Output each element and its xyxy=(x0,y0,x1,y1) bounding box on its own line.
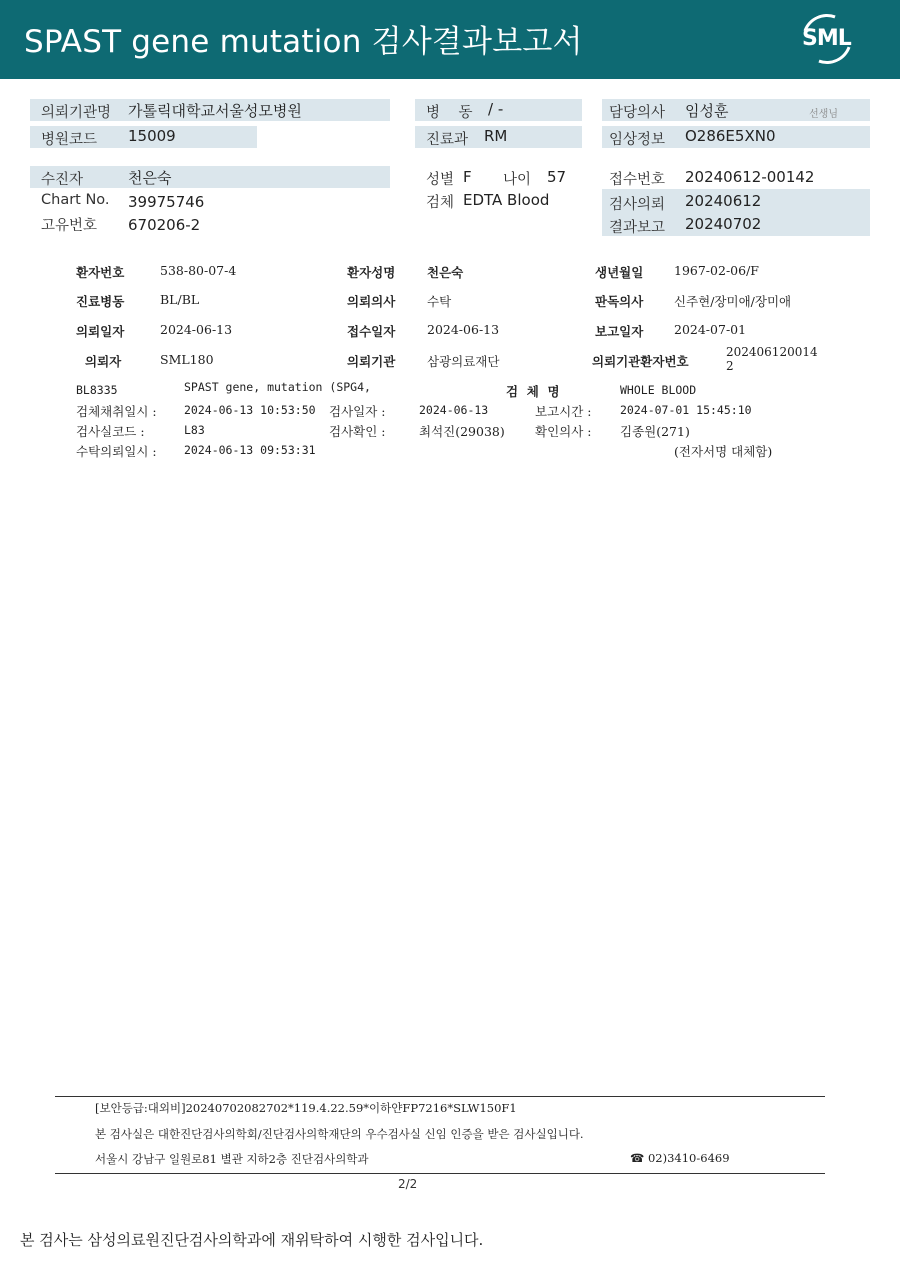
report-header xyxy=(0,0,900,79)
req-inst-value: 삼광의료재단 xyxy=(427,354,500,369)
consign-label: 수탁의뢰일시 : xyxy=(76,444,157,459)
confirm-label: 검사확인 : xyxy=(329,424,386,439)
collect-value: 2024-06-13 10:53:50 xyxy=(184,403,316,417)
clinical-value: O286E5XN0 xyxy=(685,127,776,145)
phone-line: ☎ 02)3410-6469 xyxy=(630,1151,730,1165)
req-doctor-value: 수탁 xyxy=(427,294,452,309)
report-title: SPAST gene mutation 검사결과보고서 xyxy=(24,24,583,60)
birth-value: 1967-02-06/F xyxy=(674,263,759,278)
specimen-value: EDTA Blood xyxy=(463,191,550,209)
test-name: SPAST gene, mutation (SPG4, xyxy=(184,380,371,394)
footer-bottom-rule xyxy=(55,1173,825,1174)
chart-value: 39975746 xyxy=(128,193,205,211)
req-inst-label: 의뢰기관 xyxy=(347,354,396,369)
req-doctor-label: 의뢰의사 xyxy=(347,294,396,309)
confirm-doc-value: 김종원(271) xyxy=(620,424,690,439)
requester-value: SML180 xyxy=(160,352,214,367)
ward-label: 병 동 xyxy=(426,105,473,121)
specimen-name-value: WHOLE BLOOD xyxy=(620,383,697,397)
recipient-label: 수진자 xyxy=(41,172,84,188)
sex-value: F xyxy=(463,168,472,186)
page-number: 2/2 xyxy=(398,1177,418,1191)
doctor-suffix: 선생님 xyxy=(809,109,838,120)
hospital-code-label: 병원코드 xyxy=(41,132,98,148)
age-value: 57 xyxy=(547,168,567,186)
result-label: 결과보고 xyxy=(609,220,666,236)
security-line: [보안등급:대외비]20240702082702*119.4.22.59*이하얀FP7216*SLW150F1 xyxy=(95,1101,517,1115)
certification-line: 본 검사실은 대한진단검사의학회/진단검사의학재단의 우수검사실 신임 인증을 받은 검사실입니다. xyxy=(95,1127,584,1141)
dept-label: 진료과 xyxy=(426,132,469,148)
req-date-label: 의뢰일자 xyxy=(76,324,125,339)
inst-patient-no-label: 의뢰기관환자번호 xyxy=(592,354,689,369)
receipt-date-value: 2024-06-13 xyxy=(427,322,500,337)
request-label: 검사의뢰 xyxy=(609,197,666,213)
age-label: 나이 xyxy=(503,172,532,188)
recipient-row xyxy=(30,166,390,188)
req-date-value: 2024-06-13 xyxy=(160,322,233,337)
patient-no-label: 환자번호 xyxy=(76,265,125,280)
patient-name-label: 환자성명 xyxy=(347,265,396,280)
clinical-label: 임상정보 xyxy=(609,132,666,148)
birth-label: 생년월일 xyxy=(595,265,644,280)
consign-value: 2024-06-13 09:53:31 xyxy=(184,443,316,457)
inst-patient-no-value: 202406120014 xyxy=(726,345,818,359)
lab-code-label: 검사실코드 : xyxy=(76,424,145,439)
doctor-value: 임성훈 xyxy=(685,102,729,120)
reading-doctor-label: 판독의사 xyxy=(595,294,644,309)
patient-no-value: 538-80-07-4 xyxy=(160,263,237,278)
report-date-value: 2024-07-01 xyxy=(674,322,747,337)
report-time-label: 보고시간 : xyxy=(535,404,592,419)
sml-logo xyxy=(796,12,856,66)
institution-label: 의뢰기관명 xyxy=(41,105,112,121)
lab-code-value: L83 xyxy=(184,423,205,437)
doctor-label: 담당의사 xyxy=(609,105,666,121)
specimen-label: 검체 xyxy=(426,195,455,211)
footer-top-rule xyxy=(55,1096,825,1097)
report-date-label: 보고일자 xyxy=(595,324,644,339)
patient-name-value: 천은숙 xyxy=(427,265,464,280)
ward-value: / - xyxy=(488,100,504,118)
ward-scan-value: BL/BL xyxy=(160,292,200,307)
esign-note: (전자서명 대체함) xyxy=(674,444,773,459)
test-date-label: 검사일자 : xyxy=(329,404,386,419)
unique-label: 고유번호 xyxy=(41,218,98,234)
chart-label: Chart No. xyxy=(41,192,110,208)
receipt-label: 접수번호 xyxy=(609,172,666,188)
dept-value: RM xyxy=(484,127,508,145)
request-value: 20240612 xyxy=(685,192,762,210)
recipient-value: 천은숙 xyxy=(128,169,172,187)
unique-value: 670206-2 xyxy=(128,216,201,234)
logo-text: SML xyxy=(802,26,851,51)
confirm-doc-label: 확인의사 : xyxy=(535,424,592,439)
collect-label: 검체채취일시 : xyxy=(76,404,157,419)
inst-patient-no-value-2: 2 xyxy=(726,359,734,373)
institution-value: 가톨릭대학교서울성모병원 xyxy=(128,102,302,120)
reading-doctor-value: 신주현/장미애/장미애 xyxy=(674,294,792,309)
sex-label: 성별 xyxy=(426,172,455,188)
test-code: BL8335 xyxy=(76,383,118,397)
receipt-value: 20240612-00142 xyxy=(685,168,815,186)
address-line: 서울시 강남구 일원로81 별관 지하2층 진단검사의학과 xyxy=(95,1152,369,1166)
test-date-value: 2024-06-13 xyxy=(419,403,489,417)
requester-label: 의뢰자 xyxy=(85,354,122,369)
consignment-note: 본 검사는 삼성의료원진단검사의학과에 재위탁하여 시행한 검사입니다. xyxy=(20,1231,484,1249)
ward-scan-label: 진료병동 xyxy=(76,294,125,309)
hospital-code-value: 15009 xyxy=(128,127,176,145)
report-time-value: 2024-07-01 15:45:10 xyxy=(620,403,752,417)
specimen-name-label: 검 체 명 xyxy=(506,384,560,399)
confirm-value: 최석진(29038) xyxy=(419,424,505,439)
receipt-date-label: 접수일자 xyxy=(347,324,396,339)
result-value: 20240702 xyxy=(685,215,762,233)
